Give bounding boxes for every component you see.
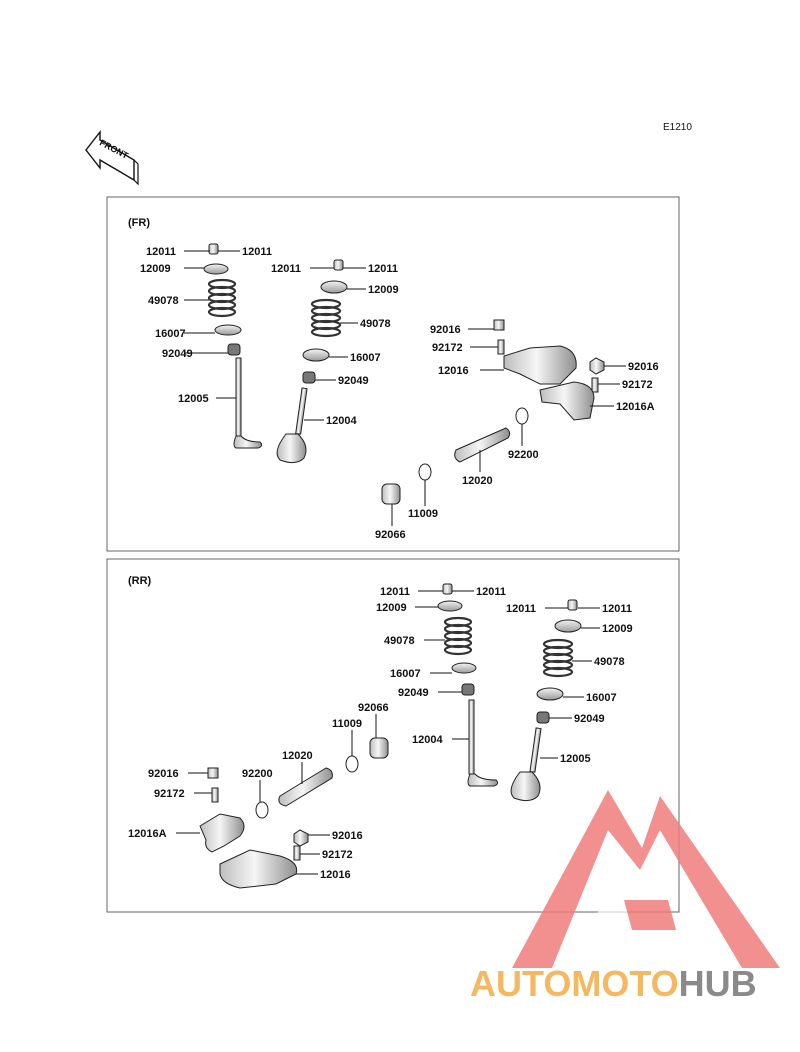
fr-label-92016-b: 92016 (628, 361, 659, 373)
fr-label-12009-b: 12009 (368, 284, 399, 296)
fr-label-12011-d: 12011 (368, 263, 398, 275)
fr-label-92049-b: 92049 (338, 375, 369, 387)
rr-label-12011-c: 12011 (506, 603, 536, 615)
fr-label-92066: 92066 (375, 529, 406, 541)
rr-label-12011-b: 12011 (476, 586, 506, 598)
rr-label-12011-d: 12011 (602, 603, 632, 615)
rr-label-12005: 12005 (560, 753, 591, 765)
front-arrow-icon (86, 132, 138, 184)
fr-label-12011-b: 12011 (242, 246, 272, 258)
fr-label-12005: 12005 (178, 393, 209, 405)
rr-label-12016: 12016 (320, 869, 351, 881)
fr-label-12009-a: 12009 (140, 263, 171, 275)
fr-label-92172-b: 92172 (622, 379, 653, 391)
rr-label-16007-a: 16007 (390, 668, 421, 680)
rr-label-92066: 92066 (358, 702, 389, 714)
fr-label-16007-b: 16007 (350, 352, 381, 364)
fr-label-49078-a: 49078 (148, 295, 179, 307)
front-label: FRONT (97, 137, 130, 161)
rr-label-16007-b: 16007 (586, 692, 617, 704)
fr-label-92016-a: 92016 (430, 324, 461, 336)
rr-label-12011-a: 12011 (380, 586, 410, 598)
fr-label-12016A: 12016A (616, 401, 655, 413)
watermark-text (470, 963, 757, 1004)
rr-label-11009: 11009 (332, 718, 362, 730)
fr-label-12004: 12004 (326, 415, 357, 427)
fr-label-92172-a: 92172 (432, 342, 463, 354)
rr-panel-title: (RR) (128, 575, 152, 587)
rr-labels (128, 586, 633, 881)
rr-label-12009-a: 12009 (376, 602, 407, 614)
rr-label-49078-b: 49078 (594, 656, 625, 668)
diagram-code: E1210 (663, 122, 692, 133)
fr-label-92049-a: 92049 (162, 348, 193, 360)
fr-panel-title: (FR) (128, 217, 150, 229)
rr-label-12020: 12020 (282, 750, 313, 762)
rr-label-92016-b: 92016 (332, 830, 363, 842)
fr-label-49078-b: 49078 (360, 318, 391, 330)
rr-label-92016-a: 92016 (148, 768, 179, 780)
fr-label-92200: 92200 (508, 449, 539, 461)
fr-label-12011-a: 12011 (146, 246, 176, 258)
fr-label-16007-a: 16007 (155, 328, 186, 340)
rr-label-49078-a: 49078 (384, 635, 415, 647)
fr-label-12016: 12016 (438, 365, 469, 377)
fr-label-11009: 11009 (408, 508, 438, 520)
rr-label-92172-b: 92172 (322, 849, 353, 861)
watermark-text-left: AUTOMOTO (470, 963, 679, 1004)
rr-label-12004: 12004 (412, 734, 443, 746)
rr-label-12009-b: 12009 (602, 623, 633, 635)
watermark-logo (512, 790, 780, 968)
rr-label-12016A: 12016A (128, 828, 167, 840)
rr-label-92049-b: 92049 (574, 713, 605, 725)
fr-label-12020: 12020 (462, 475, 493, 487)
rr-parts (200, 584, 581, 888)
rr-label-92172-a: 92172 (154, 788, 185, 800)
rr-label-92049-a: 92049 (398, 687, 429, 699)
watermark-text-right: HUB (678, 963, 757, 1004)
rr-label-92200: 92200 (242, 768, 273, 780)
fr-label-12011-c: 12011 (271, 263, 301, 275)
fr-parts (204, 244, 604, 504)
